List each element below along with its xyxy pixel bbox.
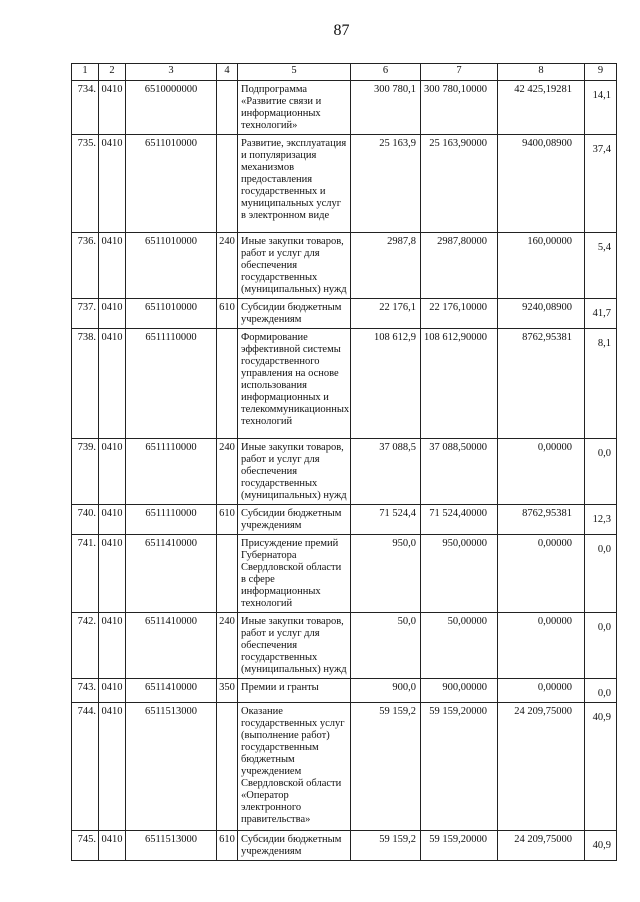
header-cell: 6 bbox=[351, 64, 421, 81]
section-code-cell: 0410 bbox=[99, 505, 126, 535]
row-number-cell: 738. bbox=[72, 329, 99, 439]
executed-amount-cell: 160,00000 bbox=[498, 233, 585, 299]
row-number-cell: 737. bbox=[72, 299, 99, 329]
percent-executed-cell: 41,7 bbox=[585, 299, 617, 329]
row-number-cell: 739. bbox=[72, 439, 99, 505]
table-row bbox=[72, 233, 617, 299]
planned-amount-cell: 22 176,1 bbox=[351, 299, 421, 329]
item-name-cell: Премии и гранты bbox=[238, 679, 351, 703]
section-code-cell: 0410 bbox=[99, 439, 126, 505]
target-article-cell: 6511010000 bbox=[126, 233, 217, 299]
item-name-cell: Субсидии бюджетным учреждениям bbox=[238, 505, 351, 535]
planned-amount-cell: 50,0 bbox=[351, 613, 421, 679]
section-code-cell: 0410 bbox=[99, 135, 126, 233]
item-name-cell: Иные закупки товаров, работ и услуг для обеспечения государственных (муниципальных) нужд bbox=[238, 439, 351, 505]
table-row bbox=[72, 329, 617, 439]
header-cell: 1 bbox=[72, 64, 99, 81]
header-cell: 4 bbox=[217, 64, 238, 81]
planned-amount-cell: 37 088,5 bbox=[351, 439, 421, 505]
page-number: 87 bbox=[333, 22, 350, 39]
executed-amount-cell: 9240,08900 bbox=[498, 299, 585, 329]
section-code-cell: 0410 bbox=[99, 233, 126, 299]
row-number-cell: 742. bbox=[72, 613, 99, 679]
item-name-cell: Подпрограмма «Развитие связи и информационных технологий» bbox=[238, 81, 351, 135]
row-number-cell: 744. bbox=[72, 703, 99, 831]
percent-executed-cell: 0,0 bbox=[585, 679, 617, 703]
target-article-cell: 6511410000 bbox=[126, 679, 217, 703]
executed-amount-cell: 8762,95381 bbox=[498, 505, 585, 535]
percent-executed-cell: 5,4 bbox=[585, 233, 617, 299]
header-cell: 9 bbox=[585, 64, 617, 81]
executed-amount-cell: 42 425,19281 bbox=[498, 81, 585, 135]
expense-type-cell: 240 bbox=[217, 233, 238, 299]
target-article-cell: 6510000000 bbox=[126, 81, 217, 135]
approved-amount-cell: 59 159,20000 bbox=[421, 831, 498, 861]
expense-type-cell: 240 bbox=[217, 613, 238, 679]
section-code-cell: 0410 bbox=[99, 703, 126, 831]
percent-executed-cell: 14,1 bbox=[585, 81, 617, 135]
target-article-cell: 6511410000 bbox=[126, 535, 217, 613]
section-code-cell: 0410 bbox=[99, 831, 126, 861]
table-row bbox=[72, 439, 617, 505]
approved-amount-cell: 71 524,40000 bbox=[421, 505, 498, 535]
table-row bbox=[72, 831, 617, 861]
table-row bbox=[72, 535, 617, 613]
executed-amount-cell: 9400,08900 bbox=[498, 135, 585, 233]
header-cell: 2 bbox=[99, 64, 126, 81]
expense-type-cell bbox=[217, 81, 238, 135]
item-name-cell: Формирование эффективной системы государственного управления на основе использования информационных и телекоммуникационных технологий bbox=[238, 329, 351, 439]
target-article-cell: 6511010000 bbox=[126, 299, 217, 329]
approved-amount-cell: 300 780,10000 bbox=[421, 81, 498, 135]
target-article-cell: 6511513000 bbox=[126, 703, 217, 831]
item-name-cell: Иные закупки товаров, работ и услуг для обеспечения государственных (муниципальных) нужд bbox=[238, 613, 351, 679]
expense-type-cell bbox=[217, 135, 238, 233]
item-name-cell: Развитие, эксплуатация и популяризация механизмов предоставления государственных и муниципальных услуг в электронном виде bbox=[238, 135, 351, 233]
planned-amount-cell: 900,0 bbox=[351, 679, 421, 703]
planned-amount-cell: 2987,8 bbox=[351, 233, 421, 299]
approved-amount-cell: 22 176,10000 bbox=[421, 299, 498, 329]
header-cell: 7 bbox=[421, 64, 498, 81]
target-article-cell: 6511010000 bbox=[126, 135, 217, 233]
executed-amount-cell: 0,00000 bbox=[498, 613, 585, 679]
expense-type-cell bbox=[217, 535, 238, 613]
planned-amount-cell: 300 780,1 bbox=[351, 81, 421, 135]
planned-amount-cell: 71 524,4 bbox=[351, 505, 421, 535]
percent-executed-cell: 40,9 bbox=[585, 703, 617, 831]
planned-amount-cell: 59 159,2 bbox=[351, 703, 421, 831]
header-cell: 3 bbox=[126, 64, 217, 81]
section-code-cell: 0410 bbox=[99, 81, 126, 135]
executed-amount-cell: 8762,95381 bbox=[498, 329, 585, 439]
row-number-cell: 743. bbox=[72, 679, 99, 703]
target-article-cell: 6511110000 bbox=[126, 329, 217, 439]
planned-amount-cell: 108 612,9 bbox=[351, 329, 421, 439]
approved-amount-cell: 108 612,90000 bbox=[421, 329, 498, 439]
expense-type-cell: 610 bbox=[217, 831, 238, 861]
percent-executed-cell: 40,9 bbox=[585, 831, 617, 861]
section-code-cell: 0410 bbox=[99, 535, 126, 613]
item-name-cell: Иные закупки товаров, работ и услуг для обеспечения государственных (муниципальных) нужд bbox=[238, 233, 351, 299]
row-number-cell: 745. bbox=[72, 831, 99, 861]
table-row bbox=[72, 81, 617, 135]
table-row bbox=[72, 505, 617, 535]
approved-amount-cell: 50,00000 bbox=[421, 613, 498, 679]
executed-amount-cell: 0,00000 bbox=[498, 679, 585, 703]
row-number-cell: 740. bbox=[72, 505, 99, 535]
executed-amount-cell: 0,00000 bbox=[498, 439, 585, 505]
approved-amount-cell: 900,00000 bbox=[421, 679, 498, 703]
item-name-cell: Оказание государственных услуг (выполнение работ) государственным бюджетным учреждением Свердловской области «Оператор электронного правительства» bbox=[238, 703, 351, 831]
section-code-cell: 0410 bbox=[99, 613, 126, 679]
percent-executed-cell: 0,0 bbox=[585, 439, 617, 505]
table-body bbox=[72, 81, 617, 861]
budget-table bbox=[71, 63, 617, 861]
item-name-cell: Присуждение премий Губернатора Свердловской области в сфере информационных технологий bbox=[238, 535, 351, 613]
target-article-cell: 6511110000 bbox=[126, 505, 217, 535]
percent-executed-cell: 0,0 bbox=[585, 535, 617, 613]
row-number-cell: 734. bbox=[72, 81, 99, 135]
target-article-cell: 6511110000 bbox=[126, 439, 217, 505]
section-code-cell: 0410 bbox=[99, 679, 126, 703]
approved-amount-cell: 59 159,20000 bbox=[421, 703, 498, 831]
executed-amount-cell: 24 209,75000 bbox=[498, 703, 585, 831]
executed-amount-cell: 24 209,75000 bbox=[498, 831, 585, 861]
expense-type-cell: 610 bbox=[217, 505, 238, 535]
percent-executed-cell: 8,1 bbox=[585, 329, 617, 439]
section-code-cell: 0410 bbox=[99, 299, 126, 329]
table-row bbox=[72, 135, 617, 233]
approved-amount-cell: 25 163,90000 bbox=[421, 135, 498, 233]
table-row bbox=[72, 299, 617, 329]
header-cell: 5 bbox=[238, 64, 351, 81]
table-row bbox=[72, 703, 617, 831]
percent-executed-cell: 37,4 bbox=[585, 135, 617, 233]
section-code-cell: 0410 bbox=[99, 329, 126, 439]
item-name-cell: Субсидии бюджетным учреждениям bbox=[238, 831, 351, 861]
percent-executed-cell: 0,0 bbox=[585, 613, 617, 679]
planned-amount-cell: 950,0 bbox=[351, 535, 421, 613]
row-number-cell: 735. bbox=[72, 135, 99, 233]
expense-type-cell: 240 bbox=[217, 439, 238, 505]
header-row bbox=[72, 64, 617, 81]
header-cell: 8 bbox=[498, 64, 585, 81]
approved-amount-cell: 37 088,50000 bbox=[421, 439, 498, 505]
row-number-cell: 736. bbox=[72, 233, 99, 299]
percent-executed-cell: 12,3 bbox=[585, 505, 617, 535]
expense-type-cell: 350 bbox=[217, 679, 238, 703]
row-number-cell: 741. bbox=[72, 535, 99, 613]
expense-type-cell bbox=[217, 329, 238, 439]
approved-amount-cell: 950,00000 bbox=[421, 535, 498, 613]
table-row bbox=[72, 679, 617, 703]
target-article-cell: 6511513000 bbox=[126, 831, 217, 861]
target-article-cell: 6511410000 bbox=[126, 613, 217, 679]
planned-amount-cell: 25 163,9 bbox=[351, 135, 421, 233]
executed-amount-cell: 0,00000 bbox=[498, 535, 585, 613]
planned-amount-cell: 59 159,2 bbox=[351, 831, 421, 861]
approved-amount-cell: 2987,80000 bbox=[421, 233, 498, 299]
table-header bbox=[72, 64, 617, 81]
expense-type-cell bbox=[217, 703, 238, 831]
table-row bbox=[72, 613, 617, 679]
expense-type-cell: 610 bbox=[217, 299, 238, 329]
item-name-cell: Субсидии бюджетным учреждениям bbox=[238, 299, 351, 329]
